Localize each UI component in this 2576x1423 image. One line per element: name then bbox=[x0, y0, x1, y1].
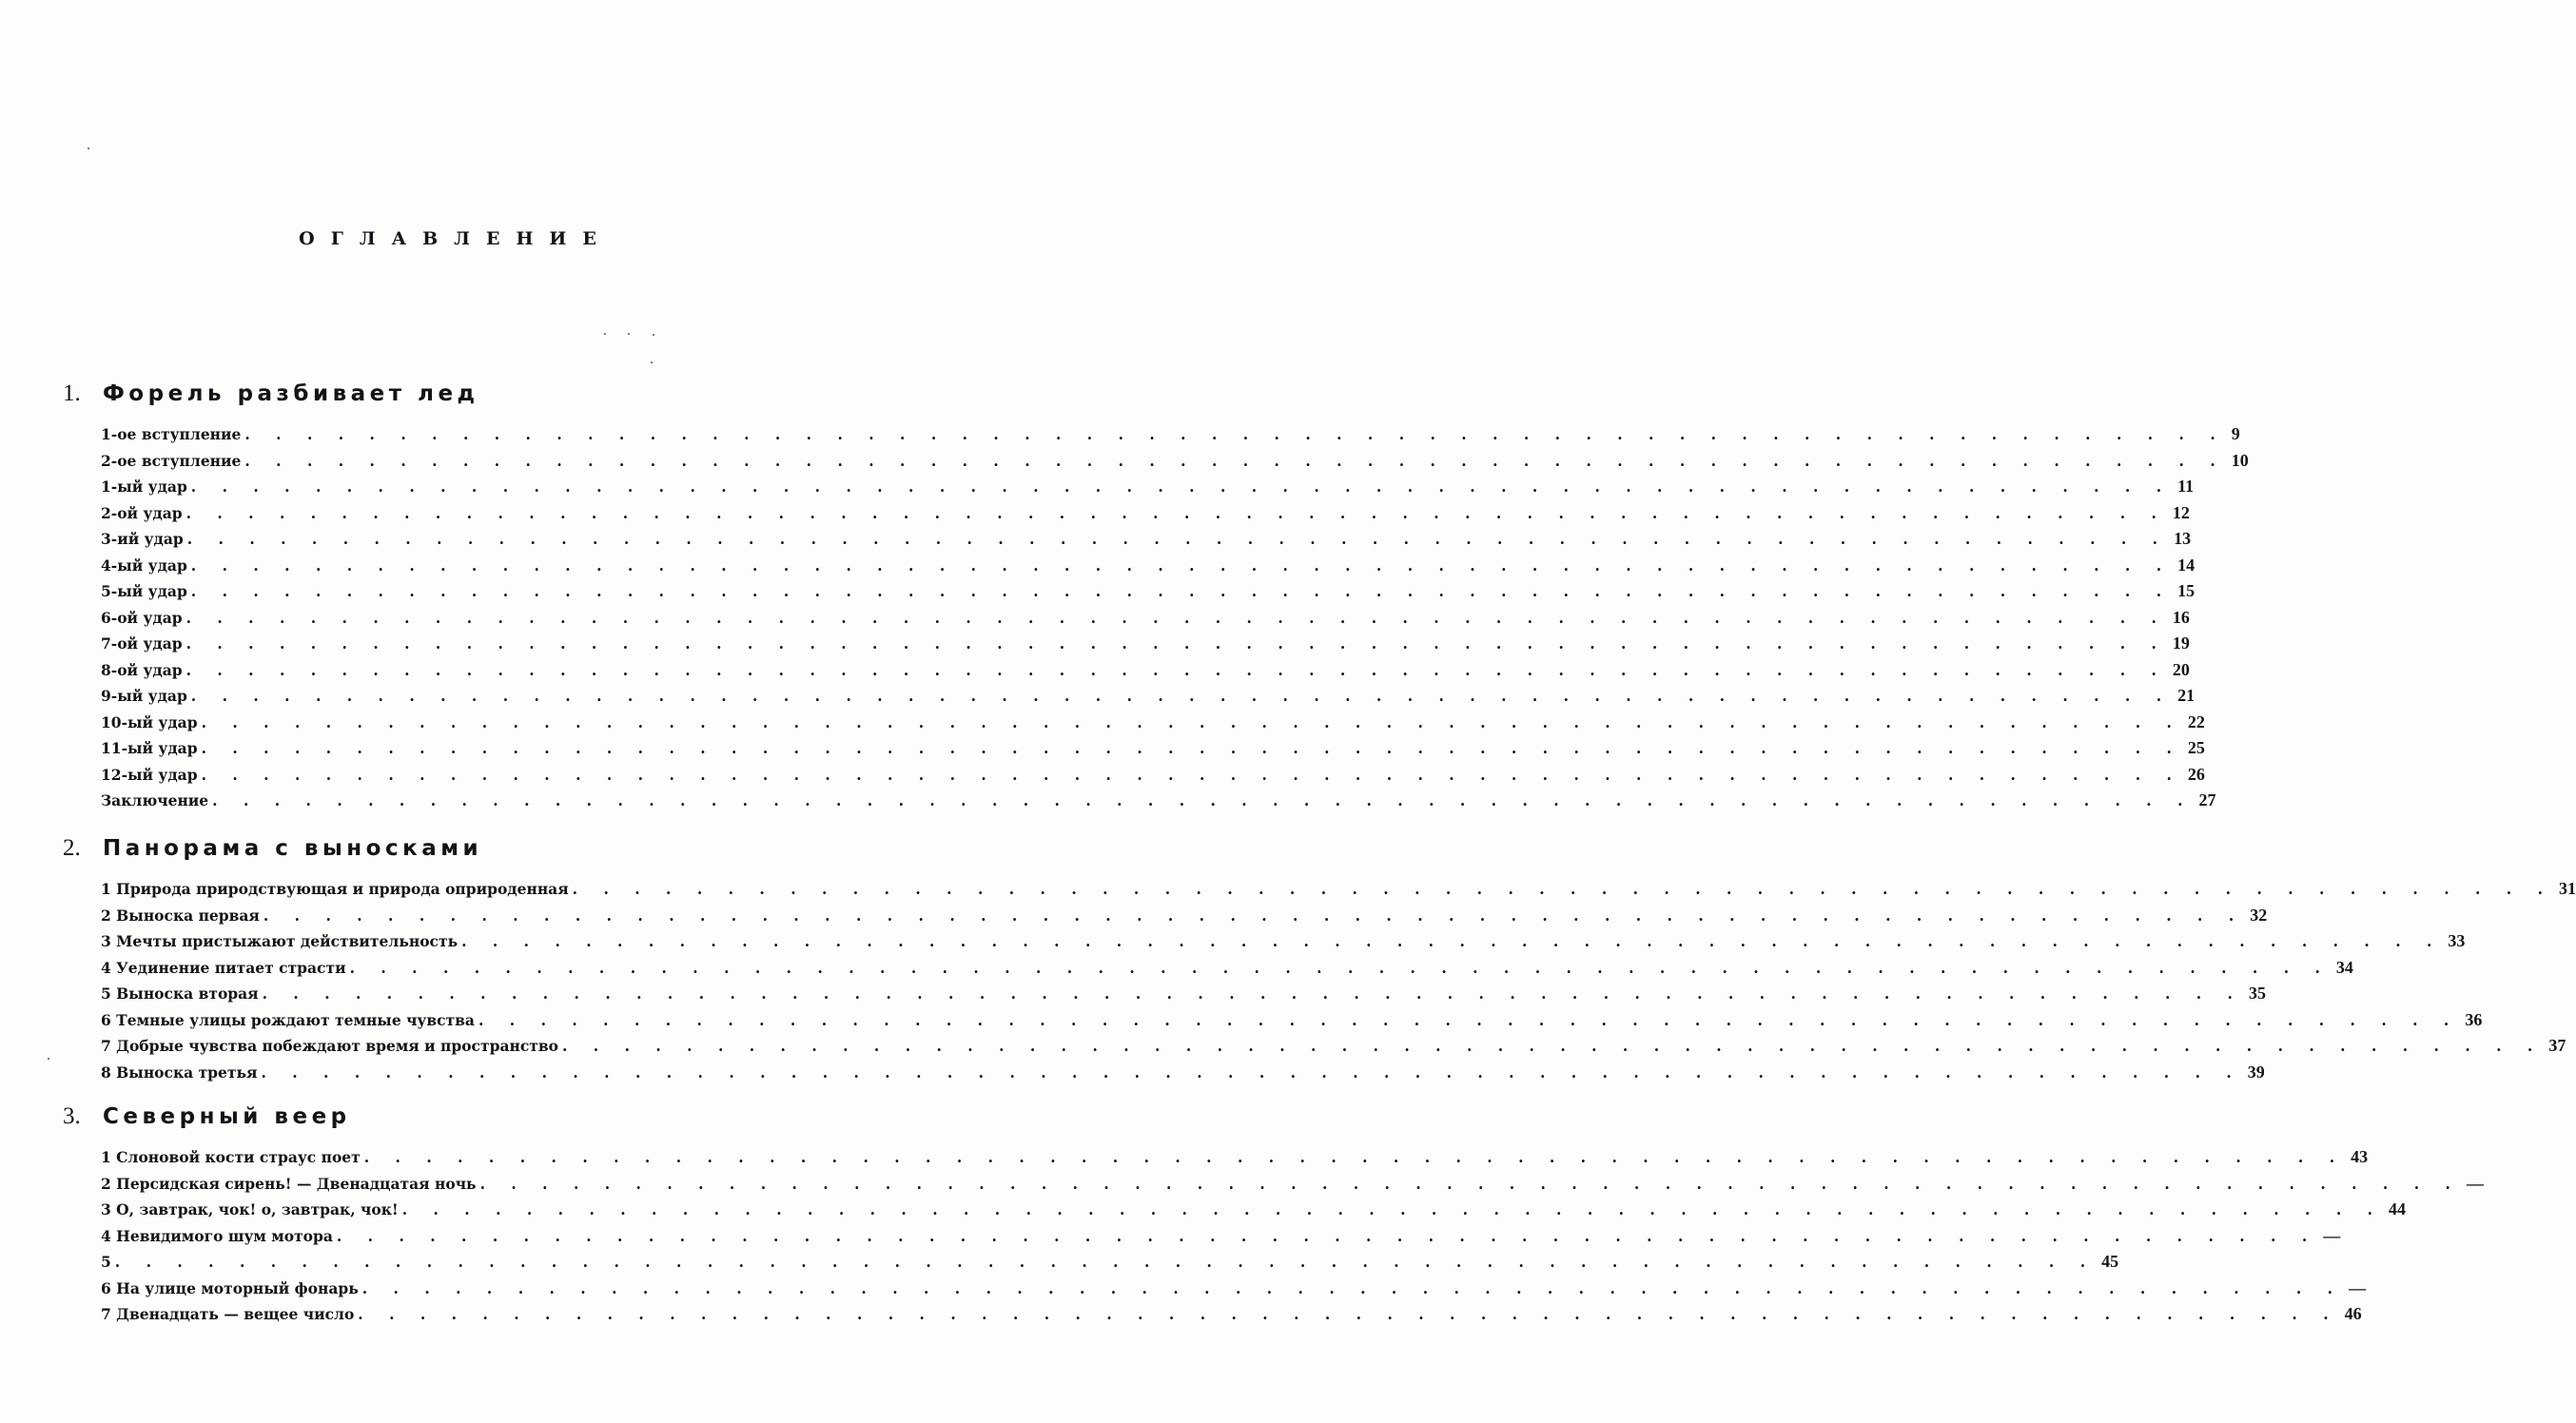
print-speck bbox=[604, 333, 606, 335]
entry-page-number: 32 bbox=[2250, 905, 2268, 925]
section-heading bbox=[63, 1103, 850, 1141]
dot-leader: . . . . . . . . . . . . . . . . . . . . . . . . . . . . . . . . . . . . . . . . . . . . . . . . . . . . . . . . . . . . . . . . bbox=[461, 932, 2443, 950]
entry-page-number: 19 bbox=[2172, 634, 2190, 653]
entry-page-number: 26 bbox=[2187, 764, 2205, 784]
entry-title: 6 На улице моторный фонарь bbox=[101, 1278, 359, 1297]
entry-page-number: 25 bbox=[2187, 738, 2205, 757]
toc-entry bbox=[101, 1304, 2362, 1331]
toc-entry bbox=[101, 738, 2205, 765]
entry-title: 3 О, завтрак, чок! о, завтрак, чок! bbox=[101, 1200, 399, 1218]
entry-page-number: — bbox=[2349, 1277, 2367, 1297]
toc-entry bbox=[101, 1036, 2566, 1062]
entry-page-number: 36 bbox=[2465, 1009, 2483, 1029]
entry-title: 8 Выноска третья bbox=[101, 1062, 258, 1082]
dot-leader: . . . . . . . . . . . . . . . . . . . . . . . . . . . . . . . . . . . . . . . . . . . . . . . . . . . . . . . . . . . . . . . . bbox=[190, 478, 2173, 496]
entry-page-number: 11 bbox=[2177, 477, 2195, 496]
dot-leader: . . . . . . . . . . . . . . . . . . . . . . . . . . . . . . . . . . . . . . . . . . . . . . . . . . . . . . . . . . . . . . . . bbox=[201, 765, 2182, 784]
toc-entry bbox=[101, 1173, 2484, 1200]
print-speck bbox=[88, 147, 89, 149]
entry-page-number: 13 bbox=[2174, 529, 2192, 548]
toc-entry bbox=[101, 529, 2192, 556]
toc-entry bbox=[101, 790, 2216, 817]
entry-title: 2-ой удар bbox=[101, 503, 183, 522]
entry-page-number: 22 bbox=[2187, 712, 2205, 731]
dot-leader: . . . . . . . . . . . . . . . . . . . . . . . . . . . . . . . . . . . . . . . . . . . . . . . . . . . . . . . . . . . . . . . . bbox=[401, 1200, 2384, 1218]
dot-leader: . . . . . . . . . . . . . . . . . . . . . . . . . . . . . . . . . . . . . . . . . . . . . . . . . . . . . . . . . . . . . . . . bbox=[185, 660, 2167, 679]
entry-title: 1 Слоновой кости страус поет bbox=[101, 1148, 361, 1166]
entry-title: 2 Персидская сирень! — Двенадцатая ночь bbox=[101, 1174, 477, 1193]
print-speck bbox=[48, 1058, 49, 1060]
dot-leader: . . . . . . . . . . . . . . . . . . . . . . . . . . . . . . . . . . . . . . . . . . . . . . . . . . . . . . . . . . . . . . . . bbox=[244, 451, 2226, 470]
toc-section-3 bbox=[63, 1103, 2484, 1331]
toc-section-2 bbox=[63, 835, 2576, 1088]
entry-page-number: — bbox=[2323, 1225, 2341, 1245]
dot-leader: . . . . . . . . . . . . . . . . . . . . . . . . . . . . . . . . . . . . . . . . . . . . . . . . . . . . . . . . . . . . . . . . bbox=[185, 608, 2167, 627]
toc-entry bbox=[101, 581, 2195, 608]
section-heading bbox=[63, 835, 850, 873]
dot-leader: . . . . . . . . . . . . . . . . . . . . . . . . . . . . . . . . . . . . . . . . . . . . . . . . . . . . . . . . . . . . . . . . bbox=[572, 880, 2553, 898]
entry-title: 10-ый удар bbox=[101, 712, 198, 731]
dot-leader: . . . . . . . . . . . . . . . . . . . . . . . . . . . . . . . . . . . . . . . . . . . . . . . . . . . . . . . . . . . . . . . . bbox=[361, 1278, 2344, 1297]
print-speck bbox=[653, 334, 654, 336]
entry-title: 2 Выноска первая bbox=[101, 906, 260, 925]
toc-entry bbox=[101, 984, 2266, 1010]
section-number: 1. bbox=[63, 380, 81, 406]
page-title: ОГЛАВЛЕНИЕ bbox=[299, 228, 613, 249]
entry-title: 1-ый удар bbox=[101, 478, 187, 496]
entry-title: 4-ый удар bbox=[101, 556, 187, 575]
dot-leader: . . . . . . . . . . . . . . . . . . . . . . . . . . . . . . . . . . . . . . . . . . . . . . . . . . . . . . . . . . . . . . . . bbox=[478, 1010, 2460, 1029]
entry-page-number: 33 bbox=[2448, 931, 2466, 950]
entry-page-number: 12 bbox=[2172, 502, 2190, 522]
dot-leader: . . . . . . . . . . . . . . . . . . . . . . . . . . . . . . . . . . . . . . . . . . . . . . . . . . . . . . . . . . . . . . . . bbox=[186, 530, 2169, 548]
toc-entry bbox=[101, 450, 2249, 478]
dot-leader: . . . . . . . . . . . . . . . . . . . . . . . . . . . . . . . . . . . . . . . . . . . . . . . . . . . . . . . . . . . . . . . . bbox=[190, 556, 2173, 575]
toc-entry bbox=[101, 712, 2205, 739]
toc-section-1 bbox=[63, 380, 2249, 817]
dot-leader: . . . . . . . . . . . . . . . . . . . . . . . . . . . . . . . . . . . . . . . . . . . . . . . . . . . . . . . . . . . . . . . . bbox=[358, 1305, 2339, 1323]
entry-title: Заключение bbox=[101, 791, 209, 809]
dot-leader: . . . . . . . . . . . . . . . . . . . . . . . . . . . . . . . . . . . . . . . . . . . . . . . . . . . . . . . . . . . . . . . . bbox=[201, 739, 2182, 757]
toc-entry bbox=[101, 686, 2195, 712]
entry-page-number: 21 bbox=[2177, 686, 2195, 705]
entry-title: 4 Невидимого шум мотора bbox=[101, 1226, 333, 1245]
toc-entry bbox=[101, 1277, 2367, 1305]
entry-page-number: 34 bbox=[2335, 957, 2353, 977]
entry-title: 6 Темные улицы рождают темные чувства bbox=[101, 1010, 475, 1029]
section-title: Панорама с выносками bbox=[103, 836, 483, 861]
entry-page-number: 37 bbox=[2548, 1036, 2566, 1055]
toc-entry bbox=[101, 957, 2353, 984]
dot-leader: . . . . . . . . . . . . . . . . . . . . . . . . . . . . . . . . . . . . . . . . . . . . . . . . . . . . . . . . . . . . . . . . bbox=[190, 582, 2173, 600]
entry-title: 7-ой удар bbox=[101, 634, 183, 653]
section-heading bbox=[63, 380, 850, 419]
section-title: Северный веер bbox=[103, 1104, 351, 1129]
entry-page-number: 20 bbox=[2172, 659, 2190, 679]
dot-leader: . . . . . . . . . . . . . . . . . . . . . . . . . . . . . . . . . . . . . . . . . . . . . . . . . . . . . . . . . . . . . . . . bbox=[479, 1174, 2461, 1193]
entry-page-number: 45 bbox=[2101, 1252, 2119, 1271]
toc-entries bbox=[101, 1147, 2484, 1331]
entry-title: 3-ий удар bbox=[101, 530, 184, 548]
dot-leader: . . . . . . . . . . . . . . . . . . . . . . . . . . . . . . . . . . . . . . . . . . . . . . . . . . . . . . . . . . . . . . . . bbox=[201, 712, 2182, 731]
entry-page-number: 16 bbox=[2172, 607, 2190, 627]
toc-entry bbox=[101, 1225, 2341, 1253]
dot-leader: . . . . . . . . . . . . . . . . . . . . . . . . . . . . . . . . . . . . . . . . . . . . . . . . . . . . . . . . . . . . . . . . bbox=[190, 687, 2173, 705]
entry-title: 11-ый удар bbox=[101, 739, 198, 757]
toc-entry bbox=[101, 905, 2268, 932]
entry-page-number: 39 bbox=[2247, 1062, 2265, 1082]
entry-title: 2-ое вступление bbox=[101, 451, 242, 470]
entry-page-number: 27 bbox=[2198, 790, 2216, 809]
dot-leader: . . . . . . . . . . . . . . . . . . . . . . . . . . . . . . . . . . . . . . . . . . . . . . . . . . . . . . . . . . . . . . . . bbox=[262, 984, 2243, 1003]
toc-entry bbox=[101, 879, 2576, 906]
entry-title: 7 Двенадцать — вещее число bbox=[101, 1305, 355, 1323]
entry-title: 6-ой удар bbox=[101, 608, 183, 627]
toc-entry bbox=[101, 1199, 2407, 1226]
toc-entry bbox=[101, 764, 2205, 791]
section-number: 3. bbox=[63, 1103, 81, 1129]
toc-entry bbox=[101, 1252, 2119, 1278]
toc-entry bbox=[101, 502, 2190, 530]
dot-leader: . . . . . . . . . . . . . . . . . . . . . . . . . . . . . . . . . . . . . . . . . . . . . . . . . . . . . . . . . . . . . . . . bbox=[185, 634, 2167, 653]
entry-page-number: — bbox=[2466, 1173, 2484, 1193]
dot-leader: . . . . . . . . . . . . . . . . . . . . . . . . . . . . . . . . . . . . . . . . . . . . . . . . . . . . . . . . . . . . . . . . bbox=[212, 791, 2194, 809]
print-speck bbox=[628, 333, 630, 335]
dot-leader: . . . . . . . . . . . . . . . . . . . . . . . . . . . . . . . . . . . . . . . . . . . . . . . . . . . . . . . . . . . . . . . . bbox=[561, 1037, 2544, 1055]
entry-page-number: 9 bbox=[2231, 424, 2240, 443]
entry-page-number: 46 bbox=[2344, 1304, 2362, 1323]
toc-entry bbox=[101, 555, 2195, 582]
section-title: Форель разбивает лед bbox=[103, 381, 479, 406]
entry-title: 7 Добрые чувства побеждают время и пространство bbox=[101, 1037, 558, 1055]
entry-page-number: 43 bbox=[2351, 1147, 2369, 1166]
dot-leader: . . . . . . . . . . . . . . . . . . . . . . . . . . . . . . . . . . . . . . . . . . . . . . . . . . . . . . . . . . . . . . . . bbox=[349, 958, 2331, 977]
entry-title: 1-ое вступление bbox=[101, 425, 242, 443]
entry-title: 9-ый удар bbox=[101, 687, 187, 705]
toc-entry bbox=[101, 477, 2195, 503]
dot-leader: . . . . . . . . . . . . . . . . . . . . . . . . . . . . . . . . . . . . . . . . . . . . . . . . . . . . . . . . . . . . . . . . bbox=[263, 906, 2245, 925]
toc-entry bbox=[101, 659, 2190, 687]
toc-entry bbox=[101, 607, 2190, 634]
entry-page-number: 31 bbox=[2559, 879, 2576, 898]
entry-title: 5-ый удар bbox=[101, 582, 187, 600]
toc-entries bbox=[101, 424, 2249, 817]
entry-page-number: 44 bbox=[2389, 1199, 2407, 1218]
entry-title: 8-ой удар bbox=[101, 660, 183, 679]
toc-entry bbox=[101, 424, 2240, 451]
dot-leader: . . . . . . . . . . . . . . . . . . . . . . . . . . . . . . . . . . . . . . . . . . . . . . . . . . . . . . . . . . . . . . . . bbox=[261, 1062, 2242, 1082]
toc-entry bbox=[101, 1009, 2483, 1037]
entry-title: 5 bbox=[101, 1253, 111, 1271]
entry-title: 4 Уединение питает страсти bbox=[101, 958, 346, 977]
dot-leader: . . . . . . . . . . . . . . . . . . . . . . . . . . . . . . . . . . . . . . . . . . . . . . . . . . . . . . . . . . . . . . . . bbox=[244, 425, 2226, 443]
print-speck bbox=[651, 361, 653, 363]
entry-page-number: 35 bbox=[2248, 984, 2266, 1003]
dot-leader: . . . . . . . . . . . . . . . . . . . . . . . . . . . . . . . . . . . . . . . . . . . . . . . . . . . . . . . . . . . . . . . . bbox=[185, 503, 2167, 522]
entry-page-number: 15 bbox=[2177, 581, 2195, 600]
section-number: 2. bbox=[63, 835, 81, 861]
entry-page-number: 14 bbox=[2177, 555, 2195, 575]
toc-entries bbox=[101, 879, 2576, 1088]
toc-entry bbox=[101, 1147, 2369, 1174]
toc-entry bbox=[101, 1062, 2265, 1089]
entry-title: 1 Природа природствующая и природа оприроденная bbox=[101, 880, 569, 898]
dot-leader: . . . . . . . . . . . . . . . . . . . . . . . . . . . . . . . . . . . . . . . . . . . . . . . . . . . . . . . . . . . . . . . . bbox=[363, 1148, 2346, 1166]
entry-title: 5 Выноска вторая bbox=[101, 984, 259, 1003]
toc-entry bbox=[101, 931, 2466, 958]
entry-page-number: 10 bbox=[2231, 450, 2249, 470]
toc-entry bbox=[101, 634, 2190, 660]
entry-title: 12-ый удар bbox=[101, 765, 198, 784]
dot-leader: . . . . . . . . . . . . . . . . . . . . . . . . . . . . . . . . . . . . . . . . . . . . . . . . . . . . . . . . . . . . . . . . bbox=[336, 1226, 2318, 1245]
entry-title: 3 Мечты пристыжают действительность bbox=[101, 932, 459, 950]
dot-leader: . . . . . . . . . . . . . . . . . . . . . . . . . . . . . . . . . . . . . . . . . . . . . . . . . . . . . . . . . . . . . . . . bbox=[114, 1253, 2097, 1271]
